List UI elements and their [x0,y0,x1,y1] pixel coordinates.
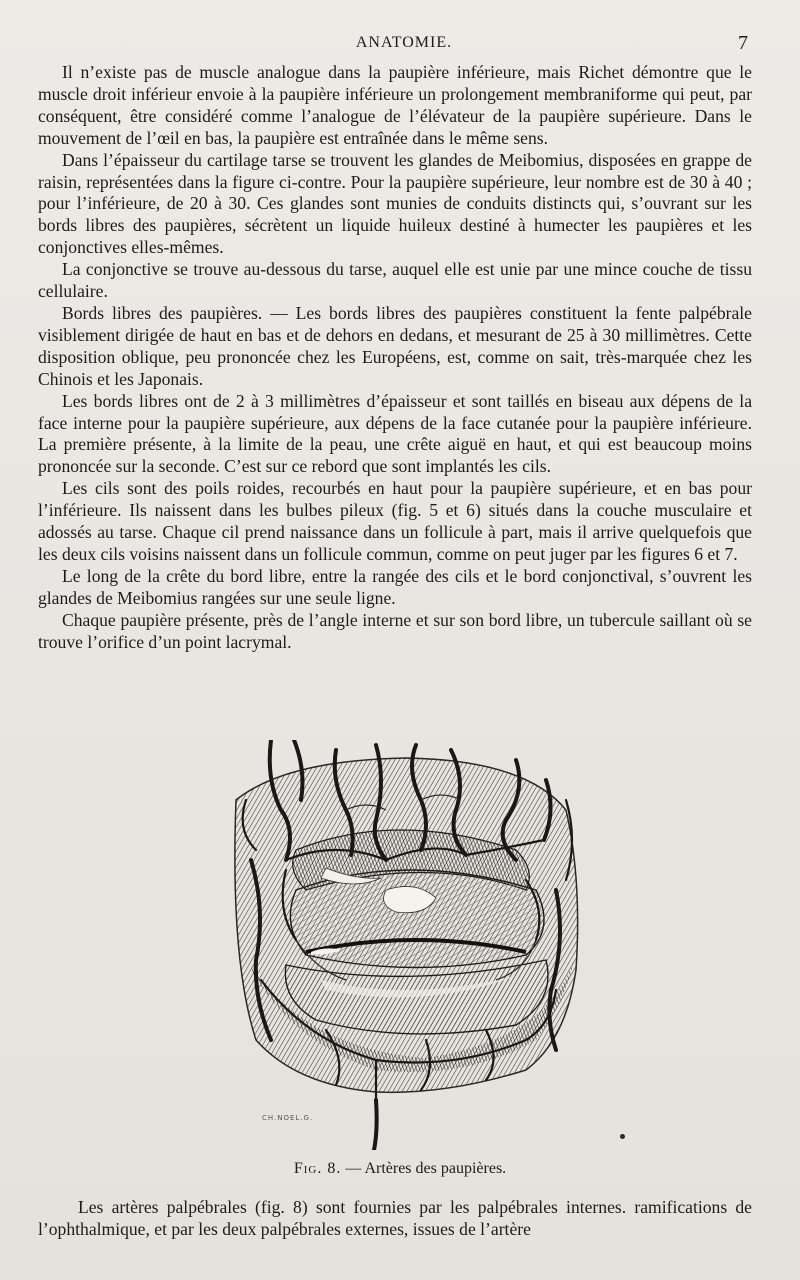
paragraph: Chaque paupière présente, près de l’angle interne et sur son bord libre, un tubercule saillant où se trouve l’orifice d’un point lacrymal. [38,609,752,652]
engraver-signature: CH.NOEL.G. [262,1114,314,1122]
paragraph: Les bords libres ont de 2 à 3 millimètres d’épaisseur et sont taillés en biseau aux dépens de la face interne pour la paupière supérieure, aux dépens de la face cutanée pour la paupière inférieure. La première présente, à la limite de la peau, une crête aiguë en haut, et qui est beaucoup moins prononcée sur la seconde. C’est sur ce rebord que sont implantés les cils. [38,390,752,477]
ink-dot [620,1134,625,1139]
paragraph: Bords libres des paupières. — Les bords libres des paupières constituent la fente palpébrale visiblement dirigée de haut en bas et de dehors en dedans, et mesurant de 25 à 30 millimètres. Cette disposition oblique, peu prononcée chez les Européens, est, comme on sait, très-marquée chez les Chinois et les Japonais. [38,302,752,389]
paragraph: La conjonctive se trouve au-dessous du tarse, auquel elle est unie par une mince couche de tissu cellulaire. [38,259,752,302]
continuation-text [38,1196,752,1240]
page-header [60,34,748,58]
figure-caption [0,1160,800,1178]
body-text [38,62,752,653]
paragraph: Dans l’épaisseur du cartilage tarse se trouvent les glandes de Meibomius, disposées en grappe de raisin, représentées dans la figure ci-contre. Pour la paupière supérieure, leur nombre est de 30 à 40 ; pour l’inférieure, de 20 à 30. Ces glandes sont munies de conduits distincts qui, s’ouvrant sur les bords libres des paupières, sécrètent un liquide huileux destiné à humecter les paupières et les conjonctives elles-mêmes. [38,149,752,258]
figure-caption-text: — Artères des paupières. [345,1160,507,1177]
paragraph: Les artères palpébrales (fig. 8) sont fournies par les palpébrales internes. ramifications de l’ophthalmique, et par les deux palpébrales externes, issues de l’artère [38,1197,752,1239]
paragraph: Il n’existe pas de muscle analogue dans la paupière inférieure, mais Richet démontre que le muscle droit inférieur envoie à la paupière inférieure un prolongement membraniforme qui peut, par conséquent, être considéré comme l’analogue de l’élévateur de la paupière supérieure. Dans le mouvement de l’œil en bas, la paupière est entraînée dans le même sens. [38,62,752,148]
running-head: ANATOMIE. [355,34,453,51]
engraving-illustration [226,740,584,1150]
page-number: 7 [738,32,748,54]
figure-label: Fig. 8. [293,1160,342,1177]
eyelid-arteries-engraving [226,740,584,1150]
paragraph: Les cils sont des poils roides, recourbés en haut pour la paupière supérieure, et en bas pour l’inférieure. Ils naissent dans les bulbes pileux (fig. 5 et 6) situés dans la couche musculaire et adossés au tarse. Chaque cil prend naissance dans un follicule à part, mais il arrive quelquefois que les deux cils voisins naissent dans un follicule commun, comme on peut juger par les figures 6 et 7. [38,478,752,564]
paragraph: Le long de la crête du bord libre, entre la rangée des cils et le bord conjonctival, s’ouvrent les glandes de Meibomius rangées sur une seule ligne. [38,565,752,608]
